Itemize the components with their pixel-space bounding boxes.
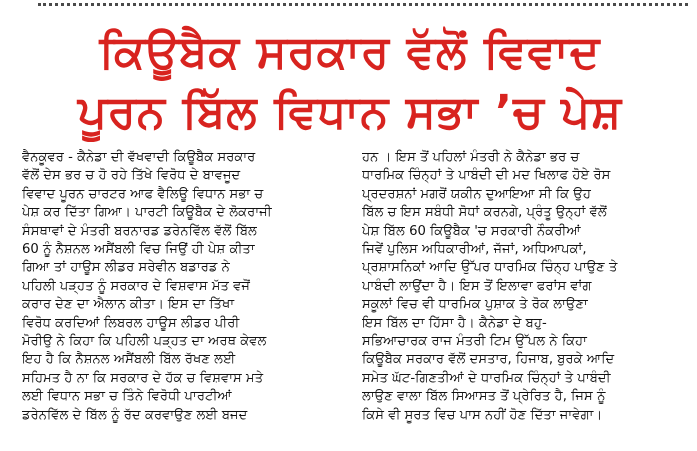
body-line: ਸਕੂਲਾਂ ਵਿਚ ਵੀ ਧਾਰਮਿਕ ਪੁਸ਼ਾਕ ਤੇ ਰੋਕ ਲਾਉਣਾ bbox=[362, 297, 588, 313]
body-line: ਜਿਵੇਂ ਪੁਲਿਸ ਅਧਿਕਾਰੀਆਂ, ਜੱਜਾਂ, ਅਧਿਆਪਕਾਂ, bbox=[362, 242, 587, 258]
body-line: ਇਸ ਬਿੱਲ ਦਾ ਹਿੱਸਾ ਹੈ। ਕੈਨੇਡਾ ਦੇ ਬਹੁ- bbox=[362, 315, 547, 331]
body-line: ਵਿਰੋਧ ਕਰਦਿਆਂ ਲਿਬਰਲ ਹਾਊਸ ਲੀਡਰ ਪੀਰੀ bbox=[22, 315, 240, 331]
body-line: ਸਹਿਮਤ ਹੈ ਨਾ ਕਿ ਸਰਕਾਰ ਦੇ ਹੱਕ ਚ ਵਿਸ਼ਵਾਸ ਮਤੇ bbox=[22, 370, 264, 386]
body-line: ਕਰਾਰ ਦੇਣ ਦਾ ਐਲਾਨ ਕੀਤਾ। ਇਸ ਦਾ ਤਿੱਖਾ bbox=[22, 297, 235, 313]
article-body bbox=[22, 149, 682, 445]
headline-line-2: ਪੂਰਨ ਬਿੱਲ ਵਿਧਾਨ ਸਭਾ ’ਚ ਪੇਸ਼ bbox=[77, 85, 623, 138]
body-line: ਪੇਸ਼ ਬਿੱਲ 60 ਕਿਊਬੈਕ 'ਚ ਸਰਕਾਰੀ ਨੌਕਰੀਆਂ bbox=[362, 223, 581, 239]
body-line: ਸਮੇਤ ਘੱਟ-ਗਿਣਤੀਆਂ ਦੇ ਧਾਰਮਿਕ ਚਿੰਨ੍ਹਾਂ ਤੇ ਪਾਬੰਦੀ bbox=[362, 370, 611, 386]
column-left bbox=[22, 149, 342, 445]
dotted-separator bbox=[38, 3, 688, 6]
body-line: ਪ੍ਰਦਰਸ਼ਨਾਂ ਮਗਰੋਂ ਯਕੀਨ ਦੁਆਇਆ ਸੀ ਕਿ ਉਹ bbox=[362, 186, 591, 202]
body-line: ਪ੍ਰਸ਼ਾਸਨਿਕਾਂ ਆਦਿ ਉੱਪਰ ਧਾਰਮਿਕ ਚਿੰਨ੍ਹ ਪਾਉਣ ਤੇ bbox=[362, 260, 618, 276]
body-line: ਵਿਵਾਦ ਪੂਰਨ ਚਾਰਟਰ ਆਫ ਵੈਲਿਊ ਵਿਧਾਨ ਸਭਾ ਚ bbox=[22, 186, 264, 202]
body-line: ਸੰਸਥਾਵਾਂ ਦੇ ਮੰਤਰੀ ਬਰਨਾਰਡ ਡਰੇਨਵਿੱਲ ਵੱਲੋਂ ਬਿੱਲ bbox=[22, 223, 257, 239]
body-line: ਬਿੱਲ ਚ ਇਸ ਸਬੰਧੀ ਸੋਧਾਂ ਕਰਨਗੇ, ਪ੍ਰੰਤੂ ਉਨ੍ਹਾਂ ਵੱਲੋਂ bbox=[362, 205, 607, 221]
headline-line-1: ਕਿਊਬੈਕ ਸਰਕਾਰ ਵੱਲੋਂ ਵਿਵਾਦ bbox=[99, 25, 601, 78]
body-line: ਪਹਿਲੀ ਪੜ੍ਹਤ ਨੂੰ ਸਰਕਾਰ ਦੇ ਵਿਸ਼ਵਾਸ ਮੱਤ ਵਜੋਂ bbox=[22, 278, 251, 294]
body-line: ਪਾਬੰਦੀ ਲਾਉਂਦਾ ਹੈ। ਇਸ ਤੋਂ ਇਲਾਵਾ ਫਰਾਂਸ ਵਾਂਗ bbox=[362, 278, 592, 294]
column-right bbox=[362, 149, 682, 445]
body-line: ਪੇਸ਼ ਕਰ ਦਿੱਤਾ ਗਿਆ। ਪਾਰਟੀ ਕਿਊਬੈਕ ਦੇ ਲੋਕਰਾਜੀ bbox=[22, 205, 272, 221]
body-line: ਡਰੇਨਵਿੱਲ ਦੇ ਬਿੱਲ ਨੂੰ ਰੱਦ ਕਰਵਾਉਣ ਲਈ ਬਜਦ bbox=[22, 407, 248, 423]
body-line: 60 ਨੂੰ ਨੈਸ਼ਨਲ ਅਸੈਂਬਲੀ ਵਿਚ ਜਿਉਂ ਹੀ ਪੇਸ਼ ਕੀਤਾ bbox=[22, 242, 255, 258]
body-line: ਹਨ । ਇਸ ਤੋਂ ਪਹਿਲਾਂ ਮੰਤਰੀ ਨੇ ਕੈਨੇਡਾ ਭਰ ਚ bbox=[362, 150, 580, 165]
body-line: ਧਾਰਮਿਕ ਚਿੰਨ੍ਹਾਂ ਤੇ ਪਾਬੰਦੀ ਦੀ ਮਦ ਖਿਲਾਫ ਹੋਏ ਰੋਸ bbox=[362, 168, 611, 184]
body-line: ਇਹ ਹੈ ਕਿ ਨੈਸ਼ਨਲ ਅਸੈਂਬਲੀ ਬਿੱਲ ਰੱਖਣ ਲਈ bbox=[22, 352, 236, 368]
body-line: ਕਿਸੇ ਵੀ ਸੂਰਤ ਵਿਚ ਪਾਸ ਨਹੀਂ ਹੋਣ ਦਿੱਤਾ ਜਾਵੇਗਾ। bbox=[362, 407, 603, 423]
body-line: ਕਿਊਬੈਕ ਸਰਕਾਰ ਵੱਲੋਂ ਦਸਤਾਰ, ਹਿਜਾਬ, ਬੁਰਕੇ ਆਦਿ bbox=[362, 352, 615, 368]
body-line: ਗਿਆ ਤਾਂ ਹਾਊਸ ਲੀਡਰ ਸਰੇਵੀਨ ਬਡਾਰਡ ਨੇ bbox=[22, 260, 230, 276]
body-line: ਲਈ ਵਿਧਾਨ ਸਭਾ ਚ ਤਿੰਨੇ ਵਿਰੋਧੀ ਪਾਰਟੀਆਂ bbox=[22, 389, 232, 405]
body-line: ਵੈਨਕੂਵਰ - ਕੈਨੇਡਾ ਦੀ ਵੱਖਵਾਦੀ ਕਿਊਬੈਕ ਸਰਕਾਰ bbox=[22, 150, 256, 165]
body-line: ਸਭਿਆਚਾਰਕ ਰਾਜ ਮੰਤਰੀ ਟਿਮ ਉੱਪਲ ਨੇ ਕਿਹਾ bbox=[362, 334, 587, 350]
body-line: ਮੋਰੀਉ ਨੇ ਕਿਹਾ ਕਿ ਪਹਿਲੀ ਪੜ੍ਹਤ ਦਾ ਅਰਥ ਕੇਵਲ bbox=[22, 334, 267, 350]
body-line: ਵੱਲੋਂ ਦੇਸ ਭਰ ਚ ਹੋ ਰਹੇ ਤਿੱਖੇ ਵਿਰੋਧ ਦੇ ਬਾਵਜੂਦ bbox=[22, 168, 241, 184]
body-line: ਲਾਉਣ ਵਾਲਾ ਬਿੱਲ ਸਿਆਸਤ ਤੋਂ ਪ੍ਰੇਰਿਤ ਹੈ, ਜਿਸ ਨੂੰ bbox=[362, 389, 606, 405]
